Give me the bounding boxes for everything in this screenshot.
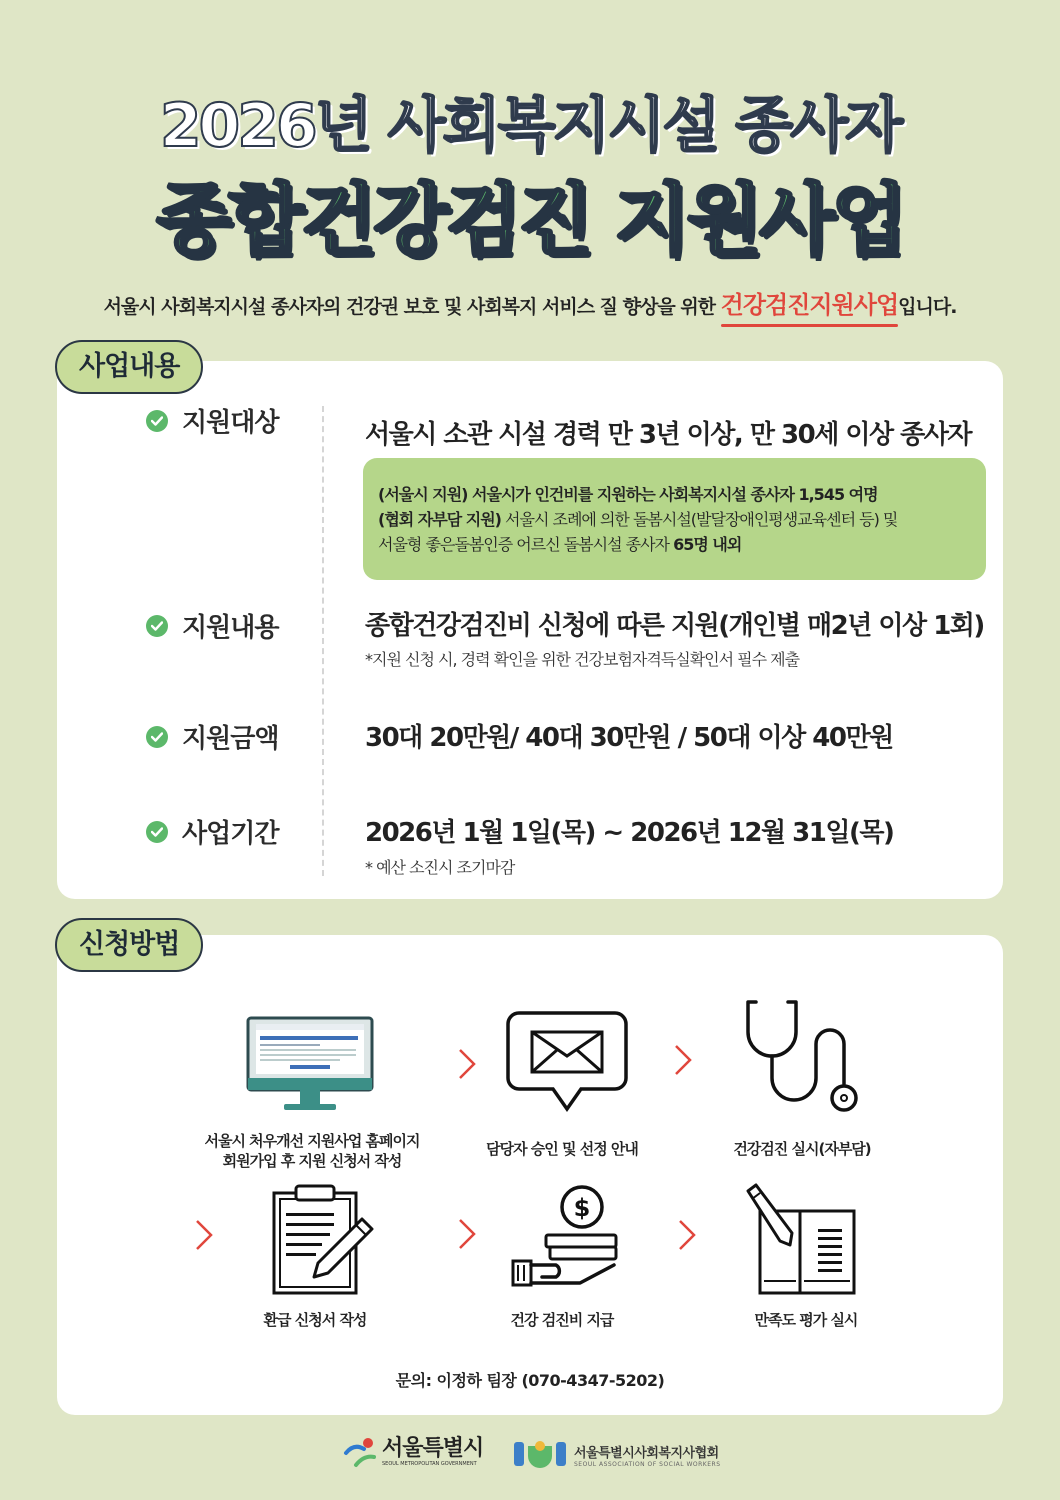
- chevron-right-icon: [676, 1218, 698, 1252]
- check-icon: [146, 410, 168, 432]
- target-line2: [378, 507, 970, 532]
- row-main-target: 서울시 소관 시설 경력 만 3년 이상, 만 30세 이상 종사자: [365, 420, 971, 450]
- step-label-3: 건강검진 실시(자부담): [733, 1140, 871, 1158]
- intro-suffix: 입니다.: [898, 296, 957, 318]
- intro-text-body: 서울시 사회복지시설 종사자의 건강권 보호 및 사회복지 서비스 질 향상을 위한: [103, 296, 721, 318]
- target-line3-bold: 65명 내외: [673, 535, 742, 554]
- association-text-block: [574, 1442, 721, 1468]
- row-main-content: 종합건강검진비 신청에 따른 지원(개인별 매2년 이상 1회): [365, 611, 984, 641]
- target-detail-box: [363, 458, 986, 580]
- svg-text:$: $: [573, 1194, 591, 1222]
- seoul-name-kr: 서울특별시: [382, 1436, 484, 1461]
- page-title-line1: [0, 78, 1060, 164]
- section-label-apply: 신청방법: [55, 918, 203, 972]
- association-name-en: SEOUL ASSOCIATION OF SOCIAL WORKERS: [574, 1461, 721, 1468]
- seoul-text-block: [382, 1437, 483, 1467]
- intro-highlight: [721, 291, 898, 319]
- title-year: 2026년: [159, 91, 370, 161]
- target-line2-bold: (협회 자부담 지원): [378, 510, 501, 529]
- target-line2-text: 서울시 조례에 의한 돌봄시설(발달장애인평생교육센터 등) 및: [500, 510, 898, 529]
- step-1-line1: 서울시 처우개선 지원사업 홈페이지: [204, 1132, 420, 1150]
- step-label-4: 환급 신청서 작성: [263, 1311, 367, 1329]
- notebook-pen-icon: [742, 1183, 862, 1297]
- association-logo: [512, 1438, 721, 1472]
- intro-highlight-underline: [721, 324, 898, 327]
- computer-monitor-icon: [246, 1016, 374, 1116]
- chevron-right-icon: [193, 1218, 215, 1252]
- target-line1-text: (서울시 지원) 서울시가 인건비를 지원하는 사회복지시설 종사자 1,545 여명: [378, 485, 878, 504]
- chevron-right-icon: [456, 1217, 478, 1251]
- clipboard-form-icon: [270, 1183, 380, 1295]
- contact-info: 문의: 이정하 팀장 (070-4347-5202): [395, 1371, 665, 1390]
- association-name-kr: 서울특별시사회복지사협회: [574, 1446, 719, 1461]
- step-label-1: [192, 1131, 432, 1171]
- target-line1: [378, 482, 970, 507]
- intro-text: [0, 285, 1060, 320]
- section-label-business: 사업내용: [55, 340, 203, 394]
- association-symbol-icon: [512, 1438, 568, 1472]
- seoul-city-logo: [342, 1435, 483, 1469]
- target-line3-text: 서울형 좋은돌봄인증 어르신 돌봄시설 종사자: [378, 535, 674, 554]
- step-label-2: 담당자 승인 및 선정 안내: [486, 1140, 638, 1158]
- row-label-period: [146, 813, 278, 850]
- check-icon: [146, 821, 168, 843]
- intro-highlight-text: 건강검진지원사업: [720, 291, 899, 319]
- target-line3: [378, 532, 970, 557]
- row-label-text: 지원대상: [182, 408, 279, 438]
- row-label-text: 지원내용: [182, 613, 279, 643]
- row-note-period: * 예산 소진시 조기마감: [365, 858, 515, 877]
- row-note-content: *지원 신청 시, 경력 확인을 위한 건강보험자격득실확인서 필수 제출: [365, 650, 800, 669]
- divider-line: [322, 406, 324, 876]
- page-title-main: 종합건강검진 지원사업: [156, 176, 904, 266]
- seoul-name-en: SEOUL METROPOLITAN GOVERNMENT: [382, 1461, 477, 1467]
- check-icon: [146, 726, 168, 748]
- row-main-period: 2026년 1월 1일(목) ~ 2026년 12월 31일(목): [365, 818, 894, 848]
- row-main-amount: 30대 20만원/ 40대 30만원 / 50대 이상 40만원: [365, 723, 893, 753]
- row-label-target: [146, 402, 278, 439]
- envelope-icon: [505, 1010, 629, 1114]
- chevron-right-icon: [672, 1043, 694, 1077]
- seoul-symbol-icon: [342, 1435, 378, 1469]
- stethoscope-icon: [742, 998, 864, 1116]
- check-icon: [146, 615, 168, 637]
- row-label-text: 사업기간: [182, 819, 279, 849]
- step-label-6: 만족도 평가 실시: [754, 1311, 858, 1329]
- money-hand-icon: [510, 1185, 622, 1293]
- title-rest: 사회복지시설 종사자: [369, 91, 901, 161]
- row-label-content: [146, 607, 278, 644]
- row-label-text: 지원금액: [182, 724, 279, 754]
- step-1-line2: 회원가입 후 지원 신청서 작성: [222, 1152, 402, 1170]
- step-label-5: 건강 검진비 지급: [510, 1311, 614, 1329]
- row-label-amount: [146, 718, 278, 755]
- chevron-right-icon: [456, 1047, 478, 1081]
